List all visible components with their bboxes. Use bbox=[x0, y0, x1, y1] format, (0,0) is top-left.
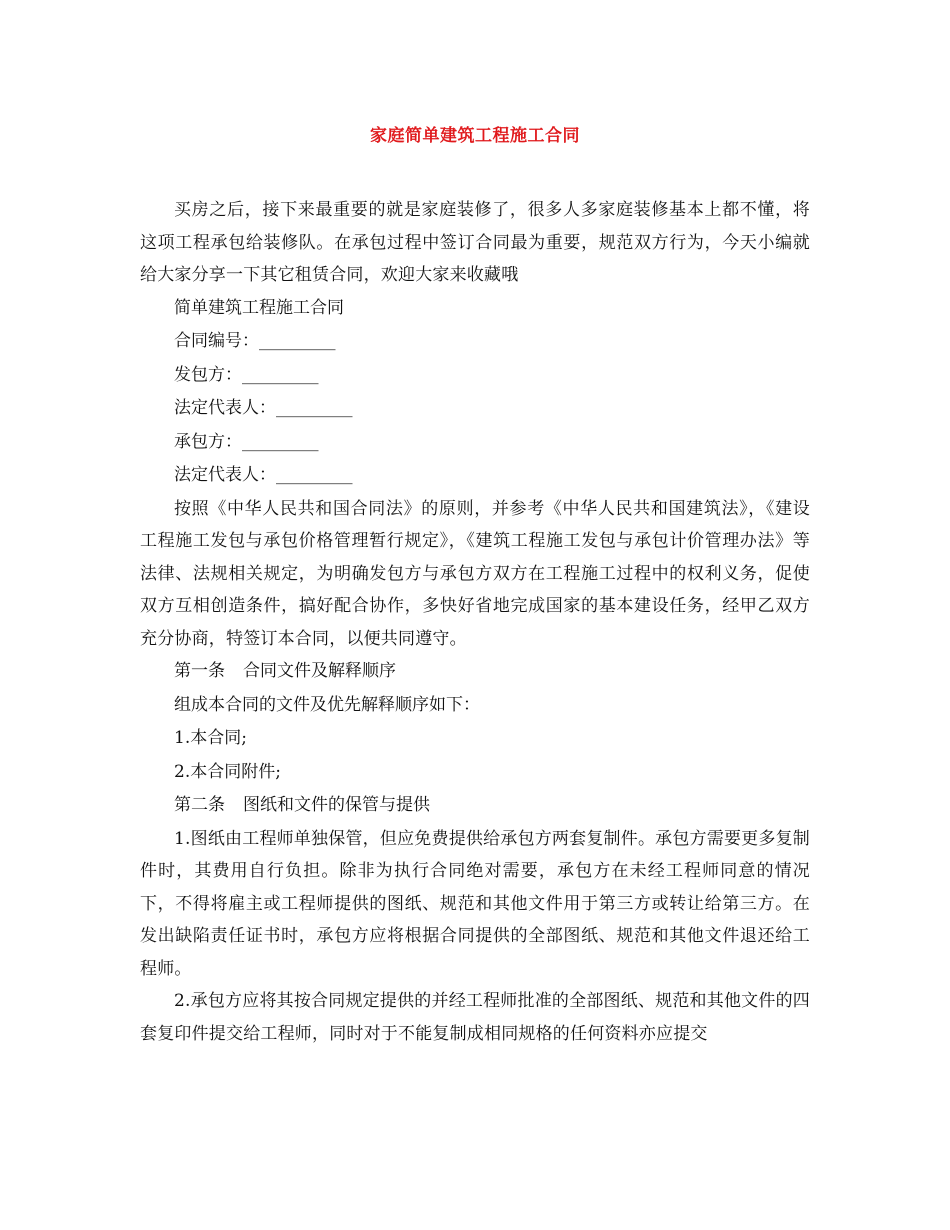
field-employer bbox=[140, 359, 810, 393]
article-1-lead: 组成本合同的文件及优先解释顺序如下： bbox=[174, 694, 480, 715]
article-2-item: 1.图纸由工程师单独保管，但应免费提供给承包方两套复制件。承包方需要更多复制件时，其费用自行负担。除非为执行合同绝对需要，承包方在未经工程师同意的情况下，不得将雇主或工程师提供的图纸、规范和其他文件用于第三方或转让给第三方。在发出缺陷责任证书时，承包方应将根据合同提供的全部图纸、规范和其他文件退还给工程师。 bbox=[140, 828, 810, 979]
field-blank: _________ bbox=[276, 465, 353, 485]
field-label: 承包方： bbox=[174, 431, 242, 452]
field-contract-number bbox=[140, 325, 810, 359]
preamble-paragraph: 按照《中华人民共和国合同法》的原则，并参考《中华人民共和国建筑法》，《建设工程施工发包与承包价格管理暂行规定》，《建筑工程施工发包与承包计价管理办法》等法律、法规相关规定，为明确发包方与承包方双方在工程施工过程中的权利义务，促使双方互相创造条件，搞好配合协作，多快好省地完成国家的基本建设任务，经甲乙双方充分协商，特签订本合同，以便共同遵守。 bbox=[140, 498, 810, 649]
article-1-heading bbox=[140, 655, 810, 689]
article-2-item: 2.承包方应将其按合同规定提供的并经工程师批准的全部图纸、规范和其他文件的四套复印件提交给工程师，同时对于不能复制成相同规格的任何资料亦应提交 bbox=[140, 991, 810, 1044]
field-blank: _________ bbox=[276, 398, 353, 418]
article-title: 图纸和文件的保管与提供 bbox=[243, 795, 430, 815]
field-contractor bbox=[140, 426, 810, 460]
field-label: 合同编号： bbox=[174, 331, 259, 351]
article-number: 第一条 bbox=[174, 661, 225, 681]
article-title: 合同文件及解释顺序 bbox=[243, 661, 396, 681]
document-body bbox=[140, 194, 810, 1050]
field-blank: _________ bbox=[242, 364, 319, 385]
field-employer-representative bbox=[140, 392, 810, 426]
article-1-item: 2.本合同附件; bbox=[174, 761, 281, 782]
field-label: 发包方： bbox=[174, 364, 242, 385]
field-label: 法定代表人： bbox=[174, 465, 276, 485]
article-2-heading bbox=[140, 789, 810, 823]
article-1-item: 1.本合同; bbox=[174, 728, 247, 748]
field-blank: _________ bbox=[242, 431, 319, 452]
article-number: 第二条 bbox=[174, 795, 225, 815]
field-label: 法定代表人： bbox=[174, 398, 276, 418]
field-contractor-representative bbox=[140, 459, 810, 493]
intro-paragraph: 买房之后，接下来最重要的就是家庭装修了，很多人多家庭装修基本上都不懂，将这项工程承包给装修队。在承包过程中签订合同最为重要，规范双方行为，今天小编就给大家分享一下其它租赁合同，欢迎大家来收藏哦 bbox=[140, 200, 810, 285]
field-blank: _________ bbox=[259, 331, 336, 351]
document-title: 家庭简单建筑工程施工合同 bbox=[370, 126, 580, 146]
contract-name: 简单建筑工程施工合同 bbox=[174, 297, 344, 318]
